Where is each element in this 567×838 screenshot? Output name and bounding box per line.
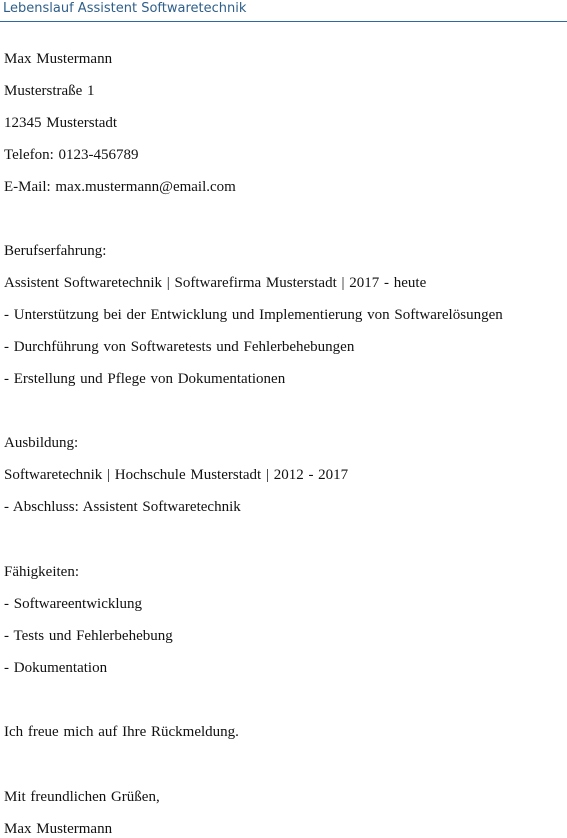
- education-heading: Ausbildung:: [4, 435, 79, 451]
- closing-greeting: Mit freundlichen Grüßen,: [4, 789, 160, 805]
- document-header: [0, 0, 567, 22]
- education-item: - Abschluss: Assistent Softwaretechnik: [4, 499, 241, 515]
- experience-item: - Erstellung und Pflege von Dokumentationen: [4, 371, 286, 387]
- experience-item: - Durchführung von Softwaretests und Fehlerbehebungen: [4, 339, 355, 355]
- contact-email: E-Mail: max.mustermann@email.com: [4, 179, 236, 195]
- skills-item: - Dokumentation: [4, 660, 108, 676]
- experience-position: Assistent Softwaretechnik | Softwarefirma Musterstadt | 2017 - heute: [4, 275, 427, 291]
- experience-item: - Unterstützung bei der Entwicklung und Implementierung von Softwarelösungen: [4, 307, 503, 323]
- education-entry: Softwaretechnik | Hochschule Musterstadt | 2012 - 2017: [4, 467, 349, 483]
- skills-item: - Softwareentwicklung: [4, 596, 143, 612]
- skills-item: - Tests und Fehlerbehebung: [4, 628, 173, 644]
- contact-city: 12345 Musterstadt: [4, 115, 118, 131]
- closing-text: Ich freue mich auf Ihre Rückmeldung.: [4, 724, 239, 740]
- contact-name: Max Mustermann: [4, 51, 113, 67]
- contact-phone: Telefon: 0123-456789: [4, 147, 139, 163]
- contact-street: Musterstraße 1: [4, 83, 95, 99]
- signature-name: Max Mustermann: [4, 821, 113, 837]
- skills-heading: Fähigkeiten:: [4, 564, 79, 580]
- document-title: Lebenslauf Assistent Softwaretechnik: [3, 1, 247, 16]
- experience-heading: Berufserfahrung:: [4, 243, 107, 259]
